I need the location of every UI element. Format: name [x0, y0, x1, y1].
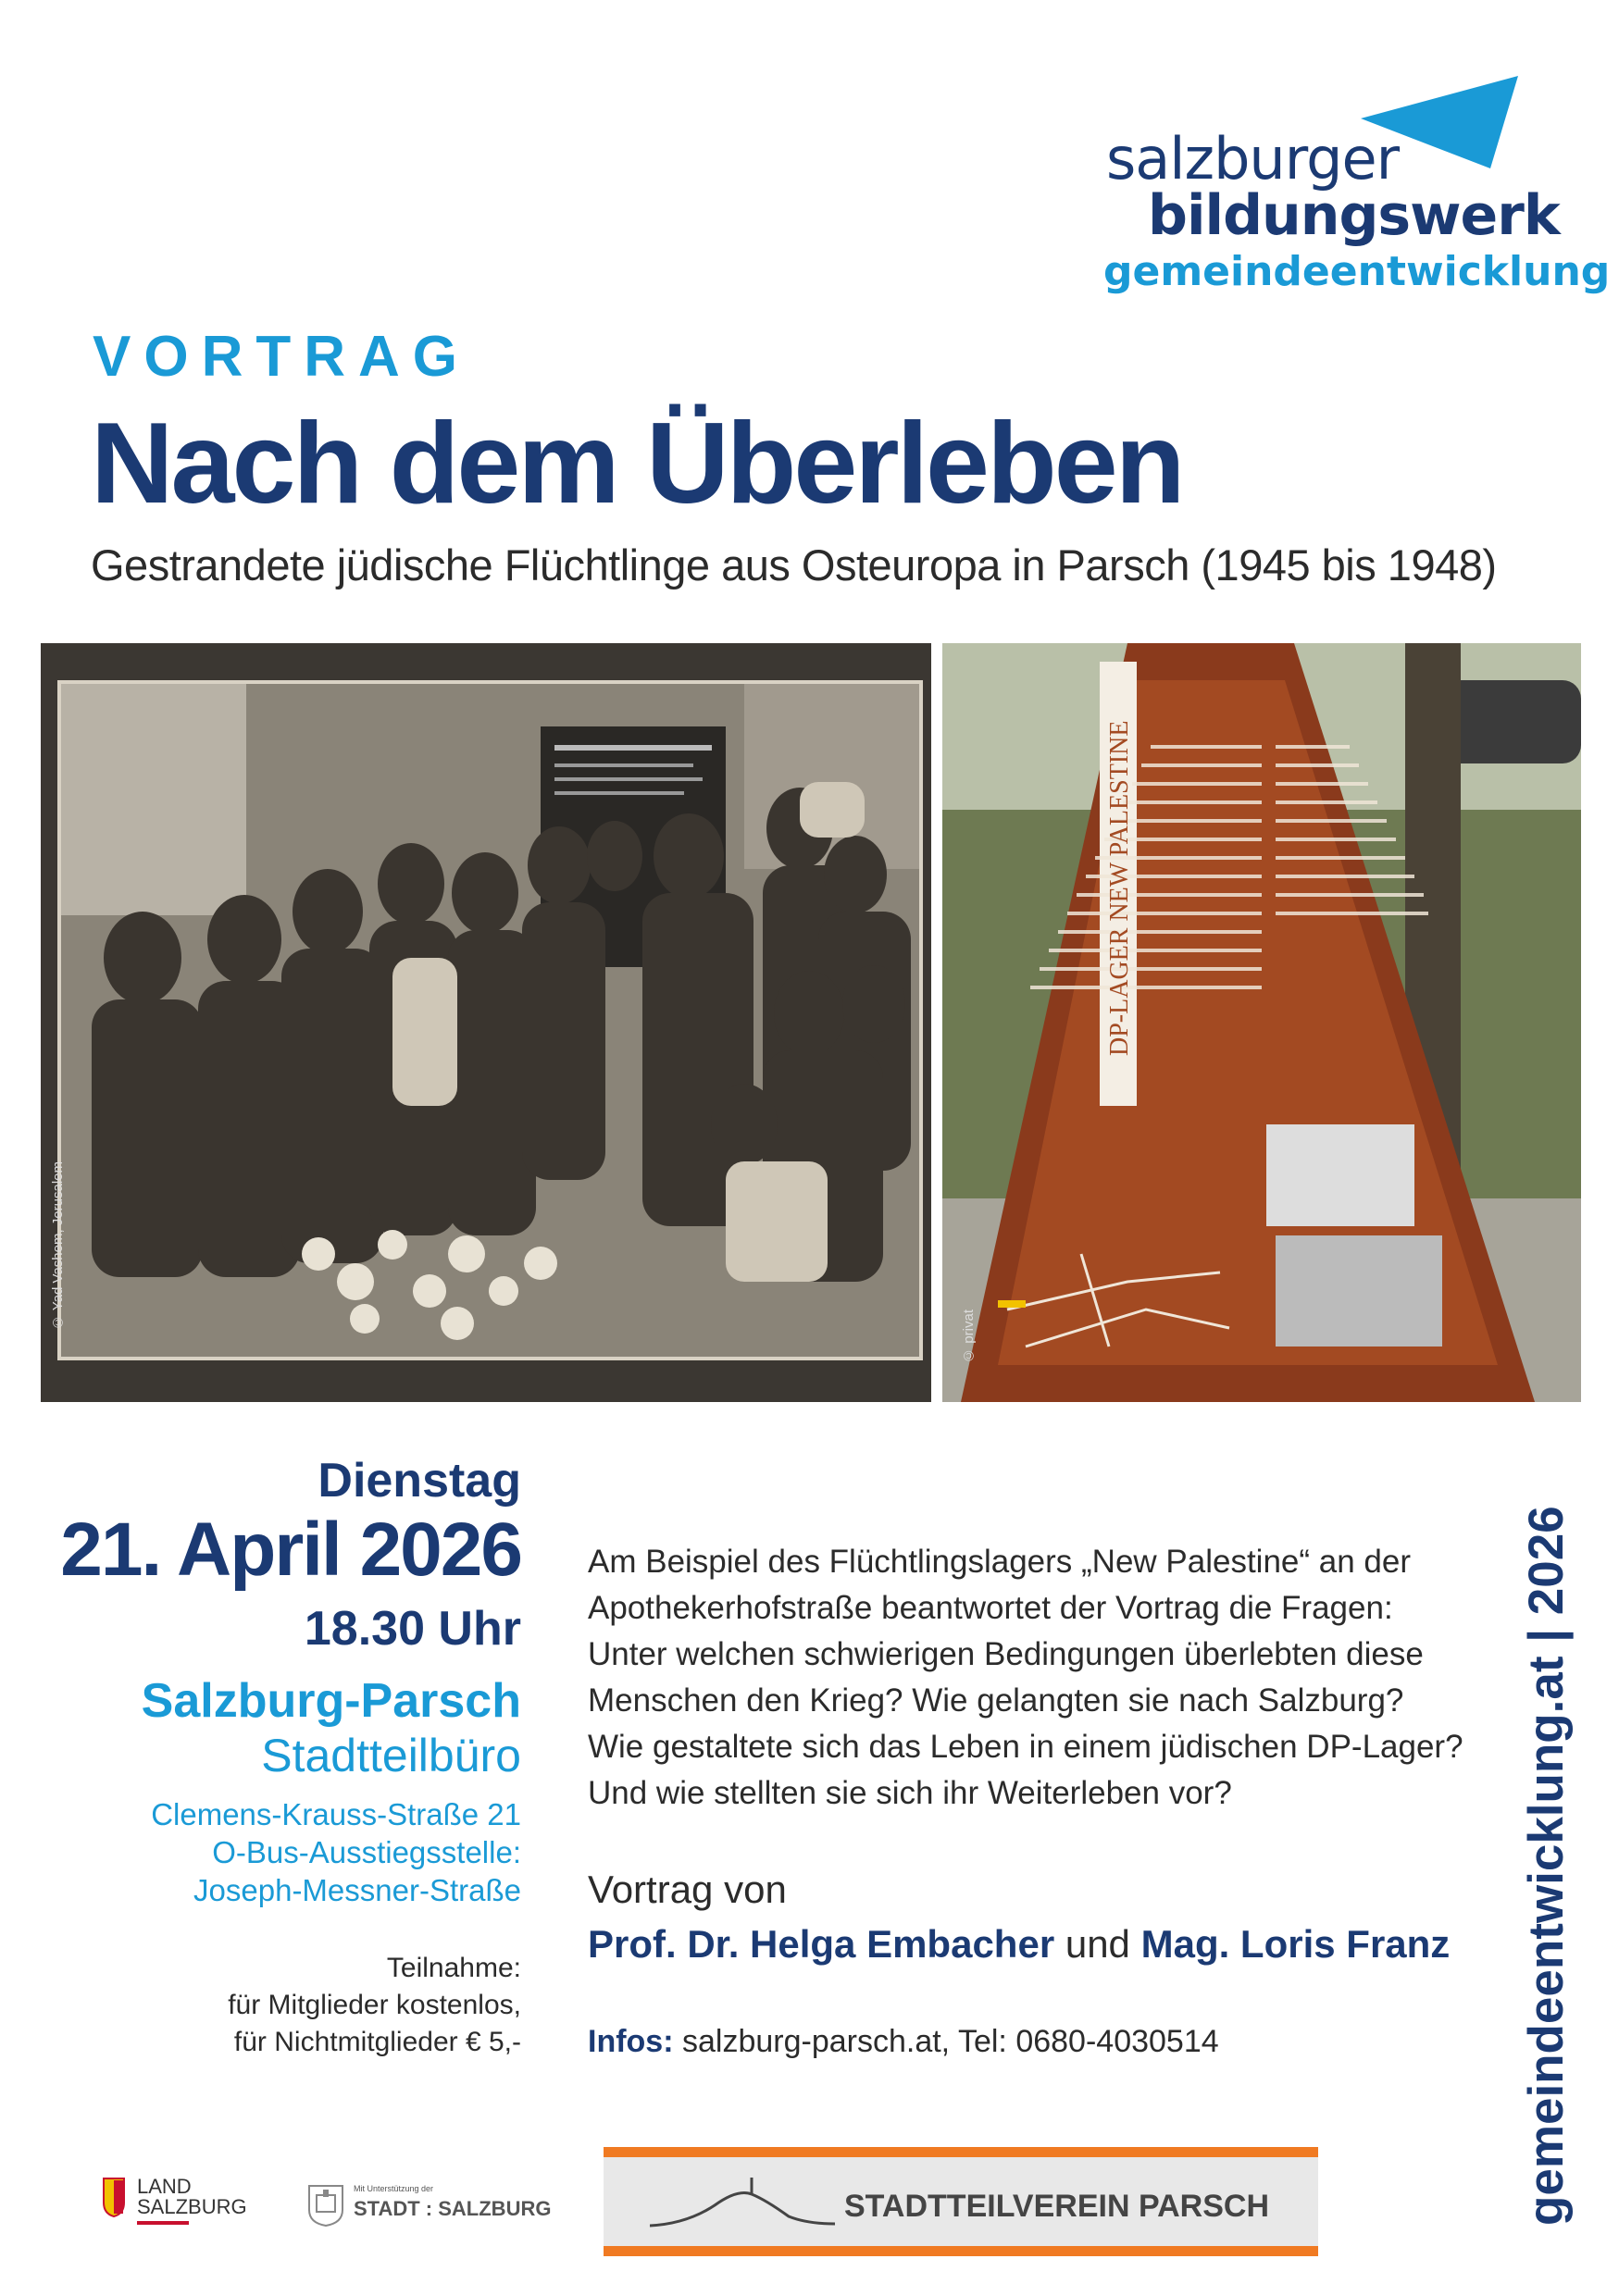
city-crest-icon: [307, 2184, 344, 2227]
description-line: Apothekerhofstraße beantwortet der Vortrag die Fragen:: [588, 1590, 1393, 1626]
description-line: Wie gestaltete sich das Leben in einem jüdischen DP-Lager?: [588, 1729, 1463, 1765]
address-line: Joseph-Messner-Straße: [193, 1873, 521, 1907]
speakers: [588, 1922, 1450, 1967]
infos-label: Infos:: [588, 2024, 674, 2059]
infos-text[interactable]: salzburg-parsch.at, Tel: 0680-4030514: [682, 2024, 1219, 2059]
memorial-sign-illustration: [942, 643, 1581, 1402]
event-date: 21. April 2026: [60, 1508, 521, 1592]
stadt-small-text: Mit Unterstützung der: [354, 2184, 434, 2193]
logo-line-salzburger: salzburger: [1106, 125, 1400, 192]
historic-group-photo: [41, 643, 931, 1402]
group-photo-illustration: [41, 643, 931, 1402]
speaker-2: Mag. Loris Franz: [1140, 1922, 1451, 1966]
participation-line: Teilnahme:: [386, 1953, 521, 1983]
stadtteilverein-parsch-logo: [604, 2147, 1318, 2256]
description-line: Am Beispiel des Flüchtlingslagers „New Palestine“ an der: [588, 1544, 1412, 1580]
event-kicker: VORTRAG: [93, 325, 470, 389]
page-title: Nach dem Überleben: [91, 400, 1183, 527]
address-line: O-Bus-Ausstiegsstelle:: [212, 1835, 521, 1869]
page-subtitle: Gestrandete jüdische Flüchtlinge aus Osteuropa in Parsch (1945 bis 1948): [91, 540, 1497, 590]
event-place: Salzburg-Parsch: [141, 1674, 521, 1728]
land-line1: LAND: [137, 2175, 192, 2198]
stadtteilverein-name: STADTTEILVEREIN PARSCH: [844, 2189, 1270, 2224]
description: [588, 1539, 1495, 1817]
vertical-website: gemeindeentwicklung.at | 2026: [1519, 1506, 1574, 2226]
logo-line-bildungswerk: bildungswerk: [1148, 183, 1560, 248]
description-line: Unter welchen schwierigen Bedingungen überlebten diese: [588, 1636, 1424, 1672]
memorial-sign-photo: [942, 643, 1581, 1402]
speaker-1: Prof. Dr. Helga Embacher: [588, 1922, 1055, 1966]
participation-line: für Mitglieder kostenlos,: [228, 1990, 521, 2020]
land-underline: [137, 2221, 189, 2225]
event-venue: Stadtteilbüro: [261, 1730, 521, 1781]
mountain-outline-icon: [650, 2168, 835, 2233]
event-day: Dienstag: [318, 1454, 521, 1508]
description-line: Und wie stellten sie sich ihr Weiterleben vor?: [588, 1775, 1232, 1811]
address-line: Clemens-Krauss-Straße 21: [151, 1797, 521, 1831]
event-time: 18.30 Uhr: [304, 1602, 521, 1656]
lecture-label: Vortrag von: [588, 1868, 787, 1911]
photo-credit-left: © Yad Vashem, Jerusalem: [50, 1161, 66, 1331]
participation-line: für Nichtmitglieder € 5,-: [233, 2027, 521, 2057]
logo-line-gemeindeentwicklung: gemeindeentwicklung: [1103, 248, 1611, 295]
infos: [588, 2024, 1219, 2060]
land-line2: SALZBURG: [137, 2195, 247, 2218]
stadt-name: STADT : SALZBURG: [354, 2197, 552, 2220]
description-line: Menschen den Krieg? Wie gelangten sie nach Salzburg?: [588, 1682, 1404, 1719]
speaker-connector: und: [1065, 1922, 1130, 1966]
coat-of-arms-icon: [102, 2177, 126, 2217]
photo-credit-right: © privat: [961, 1309, 977, 1363]
sign-title: DP-LAGER NEW PALESTINE: [1105, 720, 1134, 1057]
